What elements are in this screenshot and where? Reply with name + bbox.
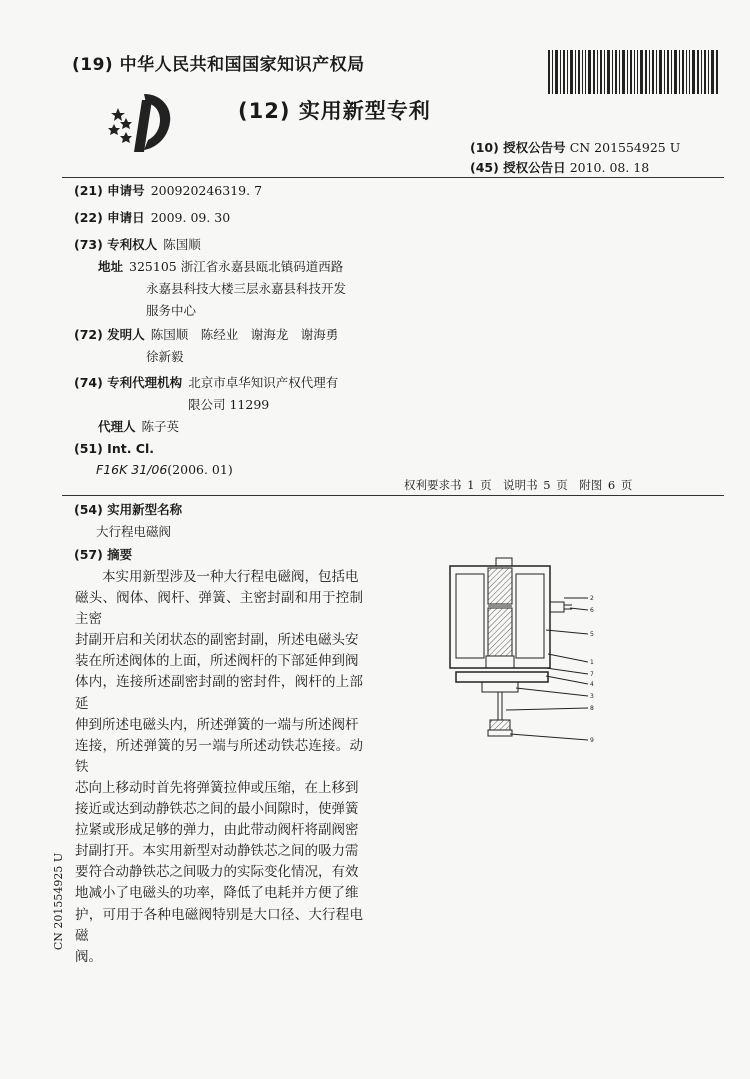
inventors-line: 徐新毅 bbox=[146, 349, 184, 364]
agent-label: 代理人 bbox=[98, 419, 136, 434]
inventors-line: 陈国顺 陈经业 谢海龙 谢海勇 bbox=[150, 327, 339, 342]
utility-model-name: 大行程电磁阀 bbox=[96, 524, 172, 539]
document-type-title: (12) 实用新型专利 bbox=[238, 99, 431, 123]
abstract-line: 本实用新型涉及一种大行程电磁阀，包括电 bbox=[75, 569, 359, 585]
abstract-line: 拉紧或形成足够的弹力，由此带动阀杆将副阀密 bbox=[75, 822, 359, 839]
section-divider bbox=[62, 495, 724, 496]
application-number-field bbox=[74, 181, 262, 199]
agency-line: 限公司 11299 bbox=[188, 397, 270, 412]
publication-date: 2010. 08. 18 bbox=[569, 160, 650, 175]
abstract-line: 要符合动静铁芯之间吸力的实际变化情况，有效 bbox=[75, 864, 359, 881]
patentee-field bbox=[74, 235, 201, 253]
abstract-section bbox=[74, 545, 132, 563]
abstract-label: (57) 摘要 bbox=[74, 547, 133, 562]
cnipa-logo bbox=[104, 88, 194, 154]
abstract-line: 封副打开。本实用新型对动静铁芯之间的吸力需 bbox=[75, 843, 359, 860]
intcl-label: (51) Int. Cl. bbox=[74, 441, 155, 456]
filing-date-field bbox=[74, 208, 230, 226]
page-count-info: 权利要求书 1 页 说明书 5 页 附图 6 页 bbox=[404, 478, 633, 492]
abstract-text bbox=[75, 567, 363, 968]
inventors-field bbox=[74, 325, 338, 343]
drawing-label: 9 bbox=[590, 737, 594, 744]
abstract-line: 磁头、阀体、阀杆、弹簧、主密封副和用于控制主密 bbox=[75, 590, 363, 628]
filing-date-label: (22) 申请日 bbox=[74, 210, 145, 225]
drawing-label: 7 bbox=[590, 671, 594, 678]
utility-model-name-label: (54) 实用新型名称 bbox=[74, 502, 183, 517]
publication-number-label: (10) 授权公告号 bbox=[470, 140, 566, 155]
intcl-classification bbox=[96, 462, 233, 477]
drawing-label: 2 bbox=[590, 595, 594, 602]
address-line: 服务中心 bbox=[146, 303, 197, 318]
side-publication-number-text: CN 201554925 U bbox=[52, 852, 66, 951]
abstract-line: 地减小了电磁头的功率，降低了电耗并方便了维 bbox=[75, 885, 359, 902]
abstract-line: 接近或达到动静铁芯之间的最小间隙时，使弹簧 bbox=[75, 801, 359, 818]
agent-field bbox=[98, 417, 179, 435]
intcl-code: F16K 31/06 bbox=[96, 462, 168, 477]
abstract-line: 体内，连接所述副密封副的密封件，阀杆的上部延 bbox=[75, 674, 363, 712]
agency-line: 北京市卓华知识产权代理有 bbox=[188, 375, 339, 390]
office-name: (19) 中华人民共和国国家知识产权局 bbox=[72, 55, 365, 75]
publication-date-label: (45) 授权公告日 bbox=[470, 160, 566, 175]
address-label: 地址 bbox=[98, 259, 124, 274]
intcl-field bbox=[74, 441, 154, 456]
side-publication-number bbox=[50, 852, 68, 955]
filing-date: 2009. 09. 30 bbox=[150, 210, 231, 225]
barcode bbox=[548, 50, 718, 94]
drawing-label: 6 bbox=[590, 607, 594, 614]
publication-number-line bbox=[470, 138, 680, 156]
patentee-label: (73) 专利权人 bbox=[74, 237, 158, 252]
abstract-line: 装在所述阀体的上面，所述阀杆的下部延伸到阀 bbox=[75, 653, 359, 670]
utility-model-name-section bbox=[74, 500, 182, 518]
agency-label: (74) 专利代理机构 bbox=[74, 375, 183, 390]
drawing-label: 8 bbox=[590, 705, 594, 712]
address-field bbox=[98, 257, 343, 275]
inventors-label: (72) 发明人 bbox=[74, 327, 145, 342]
publication-date-line bbox=[470, 158, 649, 176]
agency-field bbox=[74, 373, 338, 391]
abstract-line: 封副开启和关闭状态的副密封副，所述电磁头安 bbox=[75, 632, 359, 649]
drawing-label: 3 bbox=[590, 693, 594, 700]
application-number: 200920246319. 7 bbox=[150, 183, 263, 198]
intcl-year: (2006. 01) bbox=[167, 462, 233, 477]
address-line: 永嘉县科技大楼三层永嘉县科技开发 bbox=[146, 281, 347, 296]
drawing-label: 1 bbox=[590, 659, 594, 666]
abstract-line: 连接，所述弹簧的另一端与所述动铁芯连接。动铁 bbox=[75, 737, 363, 775]
abstract-line: 阀。 bbox=[75, 948, 102, 965]
drawing-label: 4 bbox=[590, 681, 594, 688]
publication-number: CN 201554925 U bbox=[569, 140, 681, 155]
application-number-label: (21) 申请号 bbox=[74, 183, 145, 198]
agent: 陈子英 bbox=[141, 419, 180, 434]
solenoid-valve-drawing bbox=[436, 550, 610, 760]
drawing-label: 5 bbox=[590, 631, 594, 638]
address-line: 325105 浙江省永嘉县瓯北镇码道西路 bbox=[129, 259, 344, 274]
abstract-line: 伸到所述电磁头内，所述弹簧的一端与所述阀杆 bbox=[75, 716, 359, 733]
abstract-line: 护，可用于各种电磁阀特别是大口径、大行程电磁 bbox=[75, 906, 363, 944]
patentee: 陈国顺 bbox=[163, 237, 201, 252]
abstract-line: 芯向上移动时首先将弹簧拉伸或压缩，在上移到 bbox=[75, 779, 359, 796]
header-divider bbox=[62, 177, 724, 178]
